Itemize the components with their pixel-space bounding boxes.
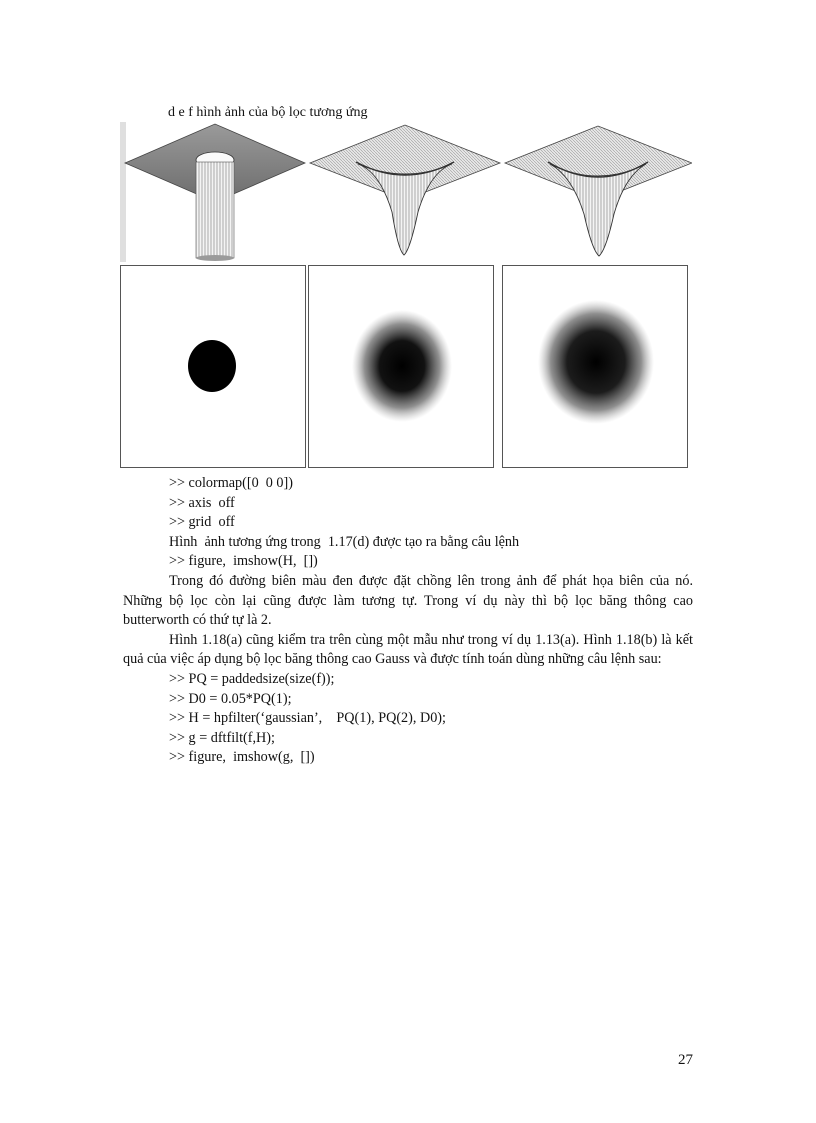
- code-line: >> g = dftfilt(f,H);: [169, 729, 275, 746]
- code-line: >> D0 = 0.05*PQ(1);: [169, 690, 292, 707]
- figure-caption: d e f hình ảnh của bộ lọc tương ứng: [168, 105, 368, 120]
- butterworth-highpass-image: [308, 265, 494, 468]
- filter-image-row: [120, 265, 692, 470]
- code-line: >> grid off: [169, 514, 235, 531]
- ideal-highpass-image: [120, 265, 306, 468]
- code-line: >> PQ = paddedsize(size(f));: [169, 670, 335, 687]
- gaussian-highpass-surface: [505, 126, 692, 256]
- code-line: >> figure, imshow(g, []): [169, 749, 315, 766]
- code-line: >> colormap([0 0 0]): [169, 475, 293, 491]
- filter-surface-row: [120, 122, 692, 262]
- code-line: >> figure, imshow(H, []): [169, 553, 318, 570]
- paragraph: Hình 1.18(a) cũng kiểm tra trên cùng một mẫu như trong ví dụ 1.13(a). Hình 1.18(b) là kết quả của việc áp dụng bộ lọc băng thông cao Gauss và được tính toán dùng những câu lệnh sau:: [123, 631, 693, 668]
- body-text: [123, 474, 693, 768]
- code-line: >> axis off: [169, 494, 235, 511]
- text-line: Hình ảnh tương ứng trong 1.17(d) được tạo ra bằng câu lệnh: [169, 533, 520, 550]
- ideal-highpass-surface: [125, 124, 305, 261]
- butterworth-highpass-surface: [310, 125, 500, 255]
- gaussian-highpass-image: [502, 265, 688, 468]
- page-number: 27: [678, 1052, 693, 1068]
- code-line: >> H = hpfilter(‘gaussian’, PQ(1), PQ(2), D0);: [169, 710, 446, 727]
- paragraph: Trong đó đường biên màu đen được đặt chồng lên trong ảnh để phát họa biên của nó. Những bộ lọc còn lại cũng được làm tương tự. Trong ví dụ này thì bộ lọc băng thông cao butterworth có thứ tự là 2.: [123, 572, 693, 629]
